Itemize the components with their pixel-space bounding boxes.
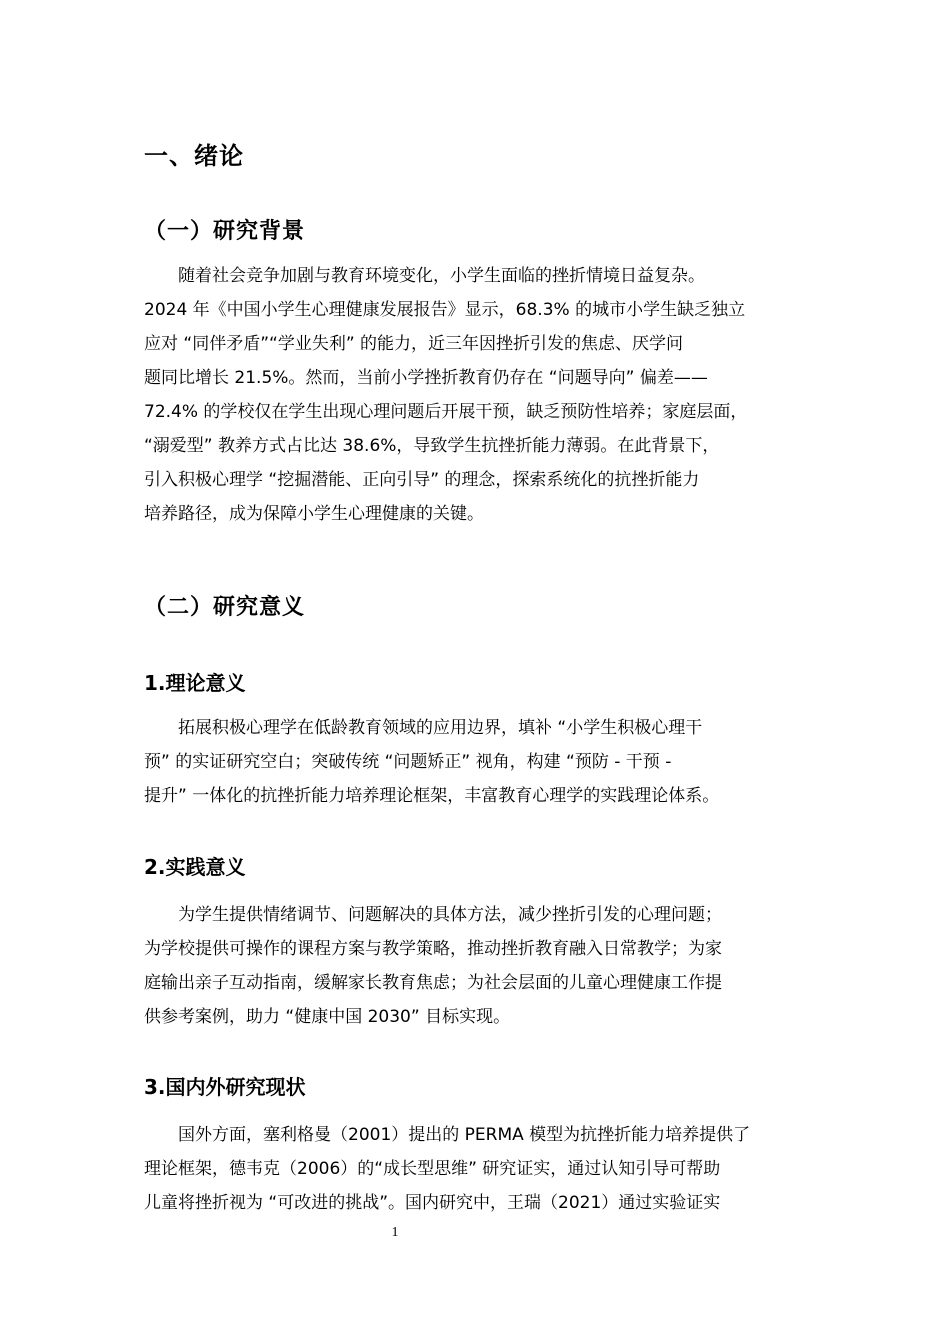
- paragraph-line: 为学校提供可操作的课程方案与教学策略，推动挫折教育融入日常教学；为家: [144, 939, 722, 959]
- paragraph-line: “溺爱型” 教养方式占比达 38.6%，导致学生抗挫折能力薄弱。在此背景下，: [144, 436, 720, 456]
- paragraph-line: 提升” 一体化的抗挫折能力培养理论框架，丰富教育心理学的实践理论体系。: [144, 786, 720, 806]
- chapter-title: 一、绪论: [144, 142, 244, 170]
- paragraph-line: 庭输出亲子互动指南，缓解家长教育焦虑；为社会层面的儿童心理健康工作提: [144, 973, 722, 993]
- paragraph-line: 2024 年《中国小学生心理健康发展报告》显示，68.3% 的城市小学生缺乏独立: [144, 300, 746, 320]
- section-title-background: （一）研究背景: [144, 219, 306, 244]
- paragraph-line: 供参考案例，助力 “健康中国 2030” 目标实现。: [144, 1007, 511, 1027]
- paragraph-line: 理论框架，德韦克（2006）的“成长型思维” 研究证实，通过认知引导可帮助: [144, 1159, 721, 1179]
- paragraph-line: 预” 的实证研究空白；突破传统 “问题矫正” 视角，构建 “预防 - 干预 -: [144, 752, 672, 772]
- paragraph-background: [144, 259, 814, 531]
- paragraph-practice: [144, 898, 814, 1034]
- page-number: 1: [391, 1225, 399, 1240]
- paragraph-line: 为学生提供情绪调节、问题解决的具体方法，减少挫折引发的心理问题；: [178, 905, 722, 925]
- subsection-title-practice: 2.实践意义: [144, 855, 246, 879]
- paragraph-line: 72.4% 的学校仅在学生出现心理问题后开展干预，缺乏预防性培养；家庭层面，: [144, 402, 748, 422]
- paragraph-line: 题同比增长 21.5%。然而，当前小学挫折教育仍存在 “问题导向” 偏差——: [144, 368, 708, 388]
- paragraph-line: 引入积极心理学 “挖掘潜能、正向引导” 的理念，探索系统化的抗挫折能力: [144, 470, 700, 490]
- paragraph-theory: [144, 711, 814, 813]
- paragraph-research-status: [144, 1118, 814, 1220]
- paragraph-line: 随着社会竞争加剧与教育环境变化，小学生面临的挫折情境日益复杂。: [178, 266, 705, 286]
- paragraph-line: 拓展积极心理学在低龄教育领域的应用边界，填补 “小学生积极心理干: [178, 718, 703, 738]
- paragraph-line: 应对 “同伴矛盾”“学业失利” 的能力，近三年因挫折引发的焦虑、厌学问: [144, 334, 684, 354]
- section-title-significance: （二）研究意义: [144, 595, 306, 620]
- paragraph-line: 培养路径，成为保障小学生心理健康的关键。: [144, 504, 484, 524]
- subsection-title-theory: 1.理论意义: [144, 671, 246, 695]
- paragraph-line: 儿童将挫折视为 “可改进的挑战”。国内研究中，王瑞（2021）通过实验证实: [144, 1193, 721, 1213]
- paragraph-line: 国外方面，塞利格曼（2001）提出的 PERMA 模型为抗挫折能力培养提供了: [178, 1125, 751, 1145]
- subsection-title-research-status: 3.国内外研究现状: [144, 1075, 306, 1099]
